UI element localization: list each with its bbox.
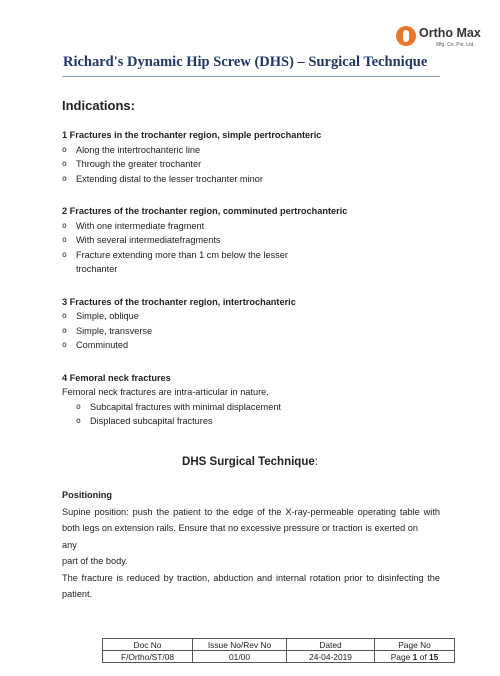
- logo-tagline: Mfg. Co. Pvt. Ltd.: [436, 42, 475, 48]
- positioning-line-any: any: [62, 539, 77, 550]
- dated-value: 24-04-2019: [287, 651, 375, 663]
- group-3-heading: 3 Fractures of the trochanter region, intertrochanteric: [62, 296, 296, 307]
- list-item-continuation: trochanter: [76, 264, 118, 274]
- technique-heading: [0, 456, 500, 468]
- table-row: [103, 639, 455, 651]
- doc-no-value: F/Ortho/ST/08: [103, 651, 193, 663]
- group-3-list: [62, 309, 442, 353]
- group-4-heading: 4 Femoral neck fractures: [62, 372, 171, 383]
- list-item: o Fracture extending more than 1 cm below the lesser: [62, 248, 442, 263]
- document-control-table: [102, 638, 455, 663]
- positioning-section: [62, 487, 440, 603]
- list-item: o Simple, transverse: [62, 324, 442, 339]
- group-1-list: [62, 143, 442, 187]
- list-item: o Extending distal to the lesser trochanter minor: [62, 172, 442, 187]
- ortho-max-logo-icon: [396, 26, 416, 46]
- issue-no-value: 01/00: [193, 651, 287, 663]
- technique-heading-colon: :: [314, 456, 318, 468]
- group-2-heading: 2 Fractures of the trochanter region, comminuted pertrochanteric: [62, 206, 348, 216]
- page-of: of: [419, 651, 427, 662]
- positioning-heading: Positioning: [62, 490, 113, 500]
- group-2-list: [62, 219, 442, 263]
- doc-no-header: Doc No: [103, 639, 193, 651]
- list-item: o Simple, oblique: [62, 309, 442, 324]
- list-item: o Subcapital fractures with minimal displacement: [76, 400, 442, 415]
- document-title: Richard's Dynamic Hip Screw (DHS) – Surgical Technique: [63, 54, 428, 70]
- list-item: o Displaced subcapital fractures: [76, 414, 442, 429]
- page-current: 1: [412, 651, 418, 662]
- dated-header: Dated: [287, 639, 375, 651]
- issue-no-header: Issue No/Rev No: [193, 639, 287, 651]
- page-no-value: [375, 651, 455, 663]
- page-no-header: Page No: [375, 639, 455, 651]
- indications-heading: Indications:: [62, 98, 135, 113]
- positioning-paragraph-1: Supine position: push the patient to the edge of the X-ray-permeable operating table with both legs on extension rails. Ensure that no excessive pressure or traction is exerted on: [62, 506, 440, 533]
- logo-name: Ortho Max: [419, 26, 481, 40]
- list-item: o Along the intertrochanteric line: [62, 143, 442, 158]
- positioning-line-body: part of the body.: [62, 556, 128, 566]
- positioning-paragraph-2: The fracture is reduced by traction, abduction and internal rotation prior to disinfecting the patient.: [62, 572, 440, 599]
- group-4-intro: Femoral neck fractures are intra-articular in nature.: [62, 387, 269, 397]
- table-row: [103, 651, 455, 663]
- group-1-heading: 1 Fractures in the trochanter region, simple pertrochanteric: [62, 130, 322, 140]
- list-item: o With one intermediate fragment: [62, 219, 442, 234]
- list-item: o Through the greater trochanter: [62, 157, 442, 172]
- company-logo: [396, 24, 488, 54]
- list-item: o With several intermediatefragments: [62, 233, 442, 248]
- title-divider: [62, 76, 440, 77]
- technique-heading-text: DHS Surgical Technique: [182, 456, 315, 468]
- page-prefix: Page: [390, 651, 411, 662]
- list-item: o Comminuted: [62, 338, 442, 353]
- indications-body: [62, 128, 442, 429]
- group-4-list: [62, 400, 442, 429]
- page-total: 15: [428, 651, 439, 662]
